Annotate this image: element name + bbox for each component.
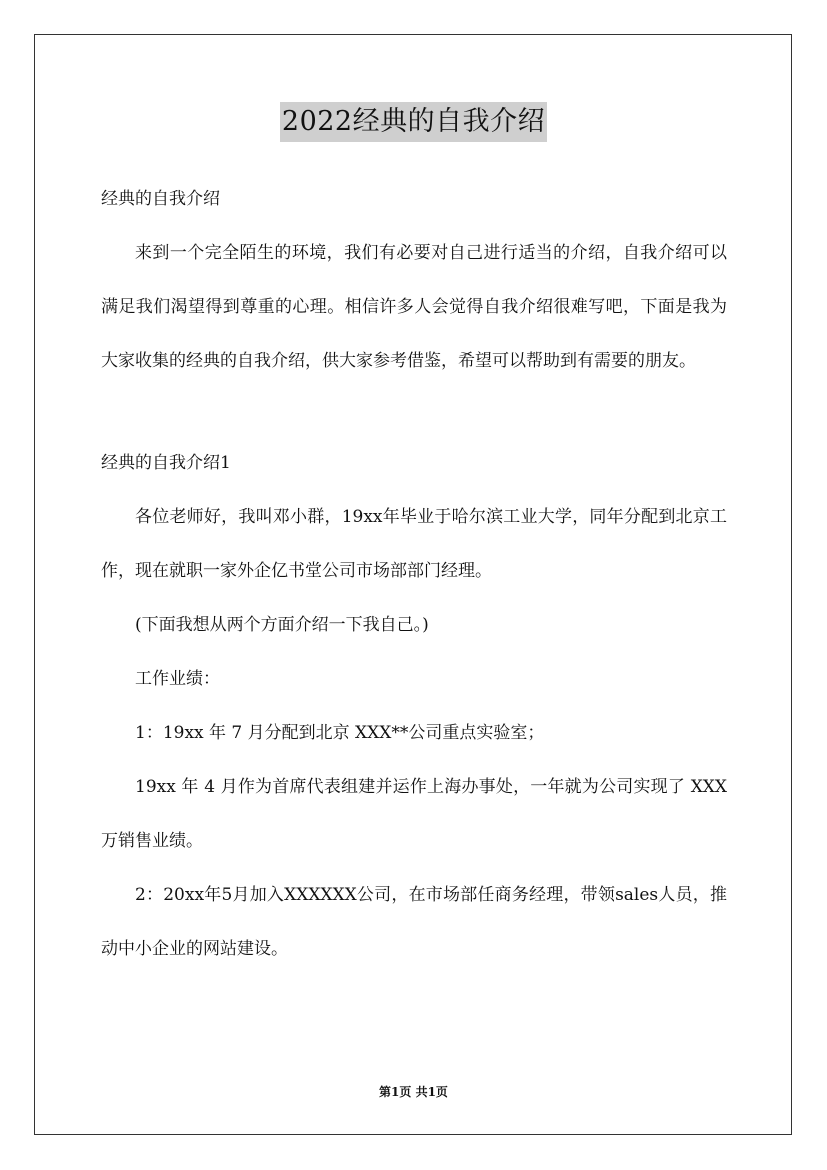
section1-paragraph: 工作业绩： (135, 669, 220, 689)
section1-paragraph: 19xx 年 4 月作为首席代表组建并运作上海办事处，一年就为公司实现了 XXX 万销售业绩。 (101, 777, 727, 851)
document-title: 2022经典的自我介绍 (280, 102, 547, 142)
section1-heading: 经典的自我介绍1 (101, 453, 231, 473)
page-number-label: 第1页 共1页 (379, 1085, 448, 1099)
title-wrap (0, 102, 827, 142)
document-body (101, 172, 727, 976)
intro-paragraph: 来到一个完全陌生的环境，我们有必要对自己进行适当的介绍，自我介绍可以满足我们渴望得到尊重的心理。相信许多人会觉得自我介绍很难写吧，下面是我为大家收集的经典的自我介绍，供大家参考借鉴，希望可以帮助到有需要的朋友。 (101, 243, 727, 371)
section1-paragraph: 1：19xx 年 7 月分配到北京 XXX**公司重点实验室； (135, 723, 545, 743)
section1-paragraph: 各位老师好，我叫邓小群，19xx年毕业于哈尔滨工业大学，同年分配到北京工作，现在就职一家外企亿书堂公司市场部部门经理。 (101, 507, 727, 581)
intro-heading: 经典的自我介绍 (101, 189, 220, 209)
section-spacer (101, 388, 727, 436)
page-footer (0, 1084, 827, 1100)
section1-paragraph: (下面我想从两个方面介绍一下我自己。) (135, 615, 429, 635)
section1-paragraph: 2：20xx年5月加入XXXXXX公司，在市场部任商务经理，带领sales人员，推动中小企业的网站建设。 (101, 885, 727, 959)
